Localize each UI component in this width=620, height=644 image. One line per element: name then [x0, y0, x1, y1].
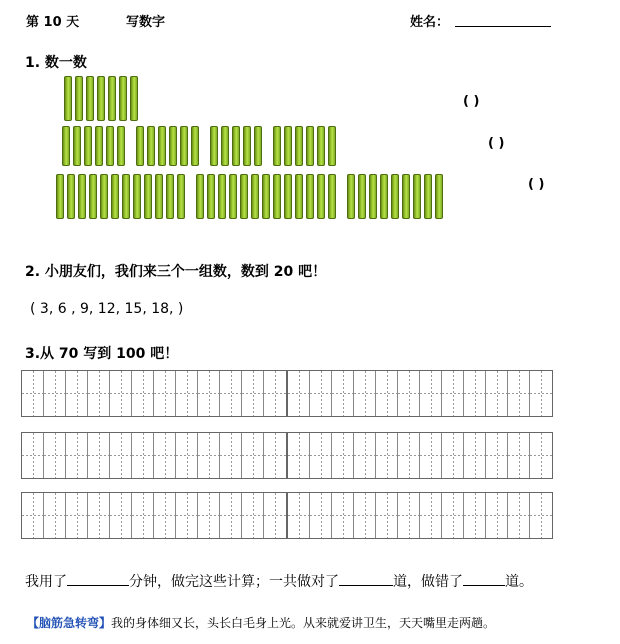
writing-cell[interactable]	[332, 371, 354, 416]
stick	[218, 174, 226, 219]
stick	[221, 126, 229, 166]
writing-cell[interactable]	[310, 371, 332, 416]
stick	[232, 126, 240, 166]
writing-cell[interactable]	[66, 493, 88, 538]
writing-grid-row-3[interactable]	[21, 492, 553, 539]
stick	[358, 174, 366, 219]
writing-cell[interactable]	[464, 493, 486, 538]
stick	[284, 126, 292, 166]
writing-cell[interactable]	[220, 493, 242, 538]
stick	[254, 126, 262, 166]
day-label: 第 10 天	[26, 15, 80, 30]
writing-cell[interactable]	[88, 493, 110, 538]
stick	[207, 174, 215, 219]
correct-count-blank[interactable]	[339, 585, 393, 586]
stick	[169, 126, 177, 166]
stick	[56, 174, 64, 219]
writing-cell[interactable]	[420, 493, 442, 538]
writing-cell[interactable]	[110, 433, 132, 478]
number-sequence: ( 3, 6 , 9, 12, 15, 18, )	[30, 301, 184, 317]
writing-cell[interactable]	[22, 433, 44, 478]
writing-cell[interactable]	[220, 433, 242, 478]
writing-cell[interactable]	[354, 371, 376, 416]
writing-cell[interactable]	[464, 371, 486, 416]
answer-paren-3[interactable]: ( )	[528, 177, 545, 192]
writing-cell[interactable]	[264, 433, 286, 478]
stick-row-1	[64, 76, 141, 121]
writing-cell[interactable]	[44, 433, 66, 478]
stick	[180, 126, 188, 166]
stick	[251, 174, 259, 219]
stick	[62, 126, 70, 166]
writing-cell[interactable]	[242, 433, 264, 478]
summary-text-2: 分钟，做完这些计算；一共做对了	[129, 574, 339, 590]
writing-cell[interactable]	[176, 433, 198, 478]
q2-title: 2. 小朋友们，我们来三个一组数，数到 20 吧！	[25, 264, 327, 280]
stick-group	[136, 126, 202, 166]
stick	[177, 174, 185, 219]
minutes-blank[interactable]	[67, 585, 129, 586]
stick	[273, 174, 281, 219]
stick	[306, 126, 314, 166]
stick	[95, 126, 103, 166]
stick-group	[196, 174, 339, 219]
writing-cell[interactable]	[310, 493, 332, 538]
writing-grid-block[interactable]	[287, 370, 553, 417]
writing-cell[interactable]	[110, 371, 132, 416]
writing-grid-block[interactable]	[21, 492, 287, 539]
writing-cell[interactable]	[22, 493, 44, 538]
writing-grid-block[interactable]	[21, 370, 287, 417]
stick-group	[62, 126, 128, 166]
name-label: 姓名：	[410, 15, 450, 30]
stick	[284, 174, 292, 219]
writing-cell[interactable]	[376, 493, 398, 538]
stick	[119, 76, 127, 121]
writing-cell[interactable]	[288, 493, 310, 538]
writing-cell[interactable]	[176, 493, 198, 538]
stick	[133, 174, 141, 219]
writing-cell[interactable]	[530, 433, 552, 478]
stick	[391, 174, 399, 219]
stick	[273, 126, 281, 166]
stick	[262, 174, 270, 219]
writing-cell[interactable]	[198, 493, 220, 538]
writing-cell[interactable]	[198, 371, 220, 416]
writing-cell[interactable]	[66, 433, 88, 478]
writing-cell[interactable]	[310, 433, 332, 478]
stick	[347, 174, 355, 219]
stick	[369, 174, 377, 219]
summary-line	[25, 571, 533, 591]
q3-title: 3.从 70 写到 100 吧！	[25, 346, 179, 362]
stick-group	[273, 126, 339, 166]
stick	[243, 126, 251, 166]
writing-cell[interactable]	[264, 493, 286, 538]
writing-grid-row-1[interactable]	[21, 370, 553, 417]
writing-cell[interactable]	[288, 371, 310, 416]
writing-cell[interactable]	[376, 433, 398, 478]
stick	[328, 126, 336, 166]
writing-cell[interactable]	[288, 433, 310, 478]
summary-text-3: 道，做错了	[393, 574, 463, 590]
writing-cell[interactable]	[354, 433, 376, 478]
writing-cell[interactable]	[110, 493, 132, 538]
stick-row-2	[62, 126, 347, 166]
writing-cell[interactable]	[464, 433, 486, 478]
stick	[67, 174, 75, 219]
writing-cell[interactable]	[154, 371, 176, 416]
writing-cell[interactable]	[132, 433, 154, 478]
stick	[295, 174, 303, 219]
writing-cell[interactable]	[376, 371, 398, 416]
stick	[240, 174, 248, 219]
topic-label: 写数字	[126, 15, 166, 30]
answer-paren-1[interactable]: ( )	[463, 94, 480, 109]
stick	[86, 76, 94, 121]
stick	[435, 174, 443, 219]
writing-cell[interactable]	[486, 433, 508, 478]
writing-grid-block[interactable]	[21, 432, 287, 479]
stick	[402, 174, 410, 219]
writing-cell[interactable]	[398, 371, 420, 416]
writing-cell[interactable]	[508, 371, 530, 416]
writing-cell[interactable]	[242, 371, 264, 416]
stick	[158, 126, 166, 166]
stick	[295, 126, 303, 166]
stick	[413, 174, 421, 219]
writing-cell[interactable]	[332, 493, 354, 538]
writing-cell[interactable]	[264, 371, 286, 416]
writing-cell[interactable]	[442, 371, 464, 416]
stick	[97, 76, 105, 121]
writing-cell[interactable]	[242, 493, 264, 538]
stick	[106, 126, 114, 166]
writing-cell[interactable]	[44, 371, 66, 416]
writing-cell[interactable]	[198, 433, 220, 478]
stick	[122, 174, 130, 219]
writing-cell[interactable]	[132, 493, 154, 538]
stick	[210, 126, 218, 166]
summary-text-1: 我用了	[25, 574, 67, 590]
stick	[111, 174, 119, 219]
wrong-count-blank[interactable]	[463, 585, 505, 586]
stick	[317, 174, 325, 219]
writing-cell[interactable]	[486, 493, 508, 538]
stick	[136, 126, 144, 166]
writing-cell[interactable]	[132, 371, 154, 416]
stick	[64, 76, 72, 121]
q1-title: 1. 数一数	[25, 55, 87, 71]
stick	[89, 174, 97, 219]
writing-cell[interactable]	[154, 493, 176, 538]
stick	[229, 174, 237, 219]
answer-paren-2[interactable]: ( )	[488, 136, 505, 151]
writing-cell[interactable]	[44, 493, 66, 538]
writing-grid-row-2[interactable]	[21, 432, 553, 479]
writing-cell[interactable]	[332, 433, 354, 478]
stick	[306, 174, 314, 219]
stick	[100, 174, 108, 219]
stick	[144, 174, 152, 219]
stick	[155, 174, 163, 219]
writing-cell[interactable]	[530, 493, 552, 538]
writing-cell[interactable]	[442, 433, 464, 478]
stick	[147, 126, 155, 166]
stick	[108, 76, 116, 121]
writing-cell[interactable]	[420, 371, 442, 416]
writing-cell[interactable]	[88, 433, 110, 478]
stick	[317, 126, 325, 166]
writing-cell[interactable]	[530, 371, 552, 416]
stick	[73, 126, 81, 166]
riddle-text: 我的身体细又长，头长白毛身上光。从来就爱讲卫生，天天嘴里走两趟。	[111, 616, 496, 630]
writing-cell[interactable]	[88, 371, 110, 416]
name-blank[interactable]	[455, 26, 551, 27]
writing-cell[interactable]	[22, 371, 44, 416]
writing-cell[interactable]	[398, 493, 420, 538]
stick	[196, 174, 204, 219]
writing-grid-block[interactable]	[287, 432, 553, 479]
stick-row-3	[56, 174, 454, 219]
stick-group	[347, 174, 446, 219]
writing-cell[interactable]	[66, 371, 88, 416]
writing-cell[interactable]	[220, 371, 242, 416]
writing-cell[interactable]	[354, 493, 376, 538]
writing-cell[interactable]	[508, 433, 530, 478]
stick-group	[210, 126, 265, 166]
stick	[75, 76, 83, 121]
writing-grid-block[interactable]	[287, 492, 553, 539]
stick	[191, 126, 199, 166]
writing-cell[interactable]	[154, 433, 176, 478]
writing-cell[interactable]	[508, 493, 530, 538]
stick	[424, 174, 432, 219]
stick-group	[56, 174, 188, 219]
writing-cell[interactable]	[176, 371, 198, 416]
writing-cell[interactable]	[442, 493, 464, 538]
stick	[166, 174, 174, 219]
stick	[380, 174, 388, 219]
riddle-tag: 【脑筋急转弯】	[27, 616, 112, 630]
writing-cell[interactable]	[398, 433, 420, 478]
stick	[328, 174, 336, 219]
stick	[130, 76, 138, 121]
writing-cell[interactable]	[420, 433, 442, 478]
riddle-line	[27, 614, 495, 631]
writing-cell[interactable]	[486, 371, 508, 416]
summary-text-4: 道。	[505, 574, 533, 590]
stick	[117, 126, 125, 166]
stick	[78, 174, 86, 219]
stick	[84, 126, 92, 166]
